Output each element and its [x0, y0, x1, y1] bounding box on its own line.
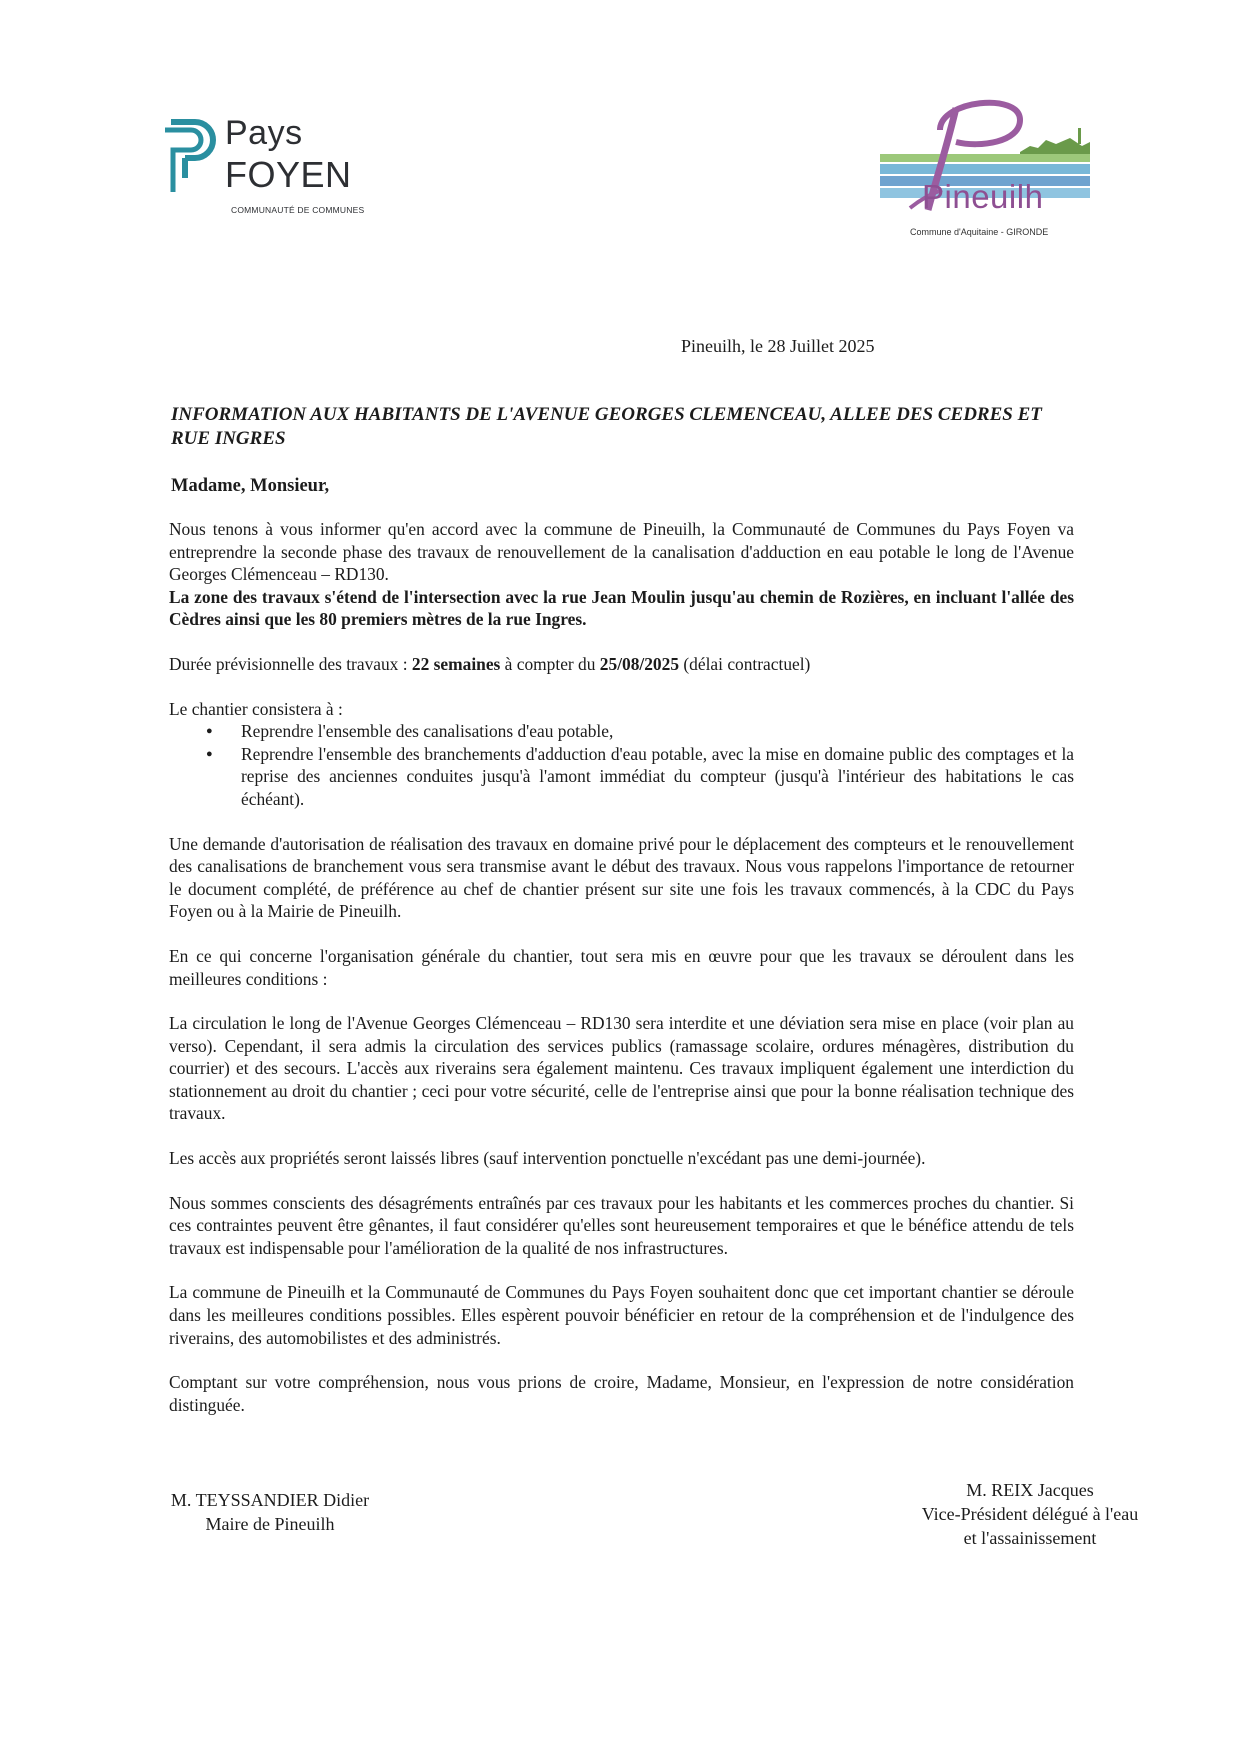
pineuilh-subtitle: Commune d'Aquitaine - GIRONDE [910, 227, 1049, 237]
pays-foyen-emblem-icon [163, 116, 225, 196]
signature-right [895, 1478, 1165, 1550]
paragraph-acces: Les accès aux propriétés seront laissés libres (sauf intervention ponctuelle n'excédant pas une demi-journée). [169, 1148, 926, 1169]
works-list [169, 720, 1074, 810]
pays-foyen-logo [163, 112, 393, 222]
duration-suffix: (délai contractuel) [679, 653, 811, 674]
letter-body [169, 518, 1074, 1438]
paragraph-duration [169, 653, 1074, 676]
list-intro: Le chantier consistera à : [169, 698, 343, 719]
duration-prefix: Durée prévisionnelle des travaux : [169, 653, 412, 674]
paragraph-closing: Comptant sur votre compréhension, nous vous prions de croire, Madame, Monsieur, en l'expression de notre considération distinguée. [169, 1372, 1074, 1415]
signature-left-name: M. TEYSSANDIER Didier [170, 1490, 370, 1510]
pays-foyen-line3: COMMUNAUTÉ DE COMMUNES [231, 205, 365, 215]
duration-mid: à compter du [500, 653, 600, 674]
paragraph-zone: La zone des travaux s'étend de l'intersection avec la rue Jean Moulin jusqu'au chemin de Rozières, en incluant l'allée des Cèdres ainsi que les 80 premiers mètres de la rue Ingres. [169, 586, 1074, 630]
paragraph-commune: La commune de Pineuilh et la Communauté de Communes du Pays Foyen souhaitent donc que cet important chantier se déroule dans les meilleures conditions possibles. Elles espèrent pouvoir bénéficier en retour de la compréhension et de l'indulgence des riverains, des automobilistes et des administrés. [169, 1282, 1074, 1348]
signature-left [155, 1488, 385, 1536]
paragraph-circulation: La circulation le long de l'Avenue Georges Clémenceau – RD130 sera interdite et une déviation sera mise en place (voir plan au verso). Cependant, il sera admis la circulation des services publics (ramassage scolaire, ordures ménagères, distribution du courrier) et des secours. L'accès aux riverains sera également maintenu. Ces travaux impliquent également une interdiction du stationnement au droit du chantier ; ceci pour votre sécurité, celle de l'entreprise ainsi que pour la bonne réalisation technique des travaux. [169, 1013, 1074, 1124]
paragraph-intro: Nous tenons à vous informer qu'en accord avec la commune de Pineuilh, la Communauté de Communes du Pays Foyen va entreprendre la seconde phase des travaux de renouvellement de la canalisation d'adduction en eau potable le long de l'Avenue Georges Clémenceau – RD130. [169, 519, 1074, 585]
signature-right-role-line1: Vice-Président délégué à l'eau [921, 1504, 1139, 1524]
paragraph-demande: Une demande d'autorisation de réalisation des travaux en domaine privé pour le déplacement des compteurs et le renouvellement des canalisations de branchement vous sera transmise avant le début des travaux. Nous vous rappelons l'importance de retourner le document complété, de préférence au chef de chantier présent sur site une fois les travaux commencés, à la CDC du Pays Foyen ou à la Mairie de Pineuilh. [169, 833, 1074, 922]
signature-left-role: Maire de Pineuilh [205, 1514, 335, 1534]
duration-weeks: 22 semaines [411, 653, 501, 674]
letter-greeting: Madame, Monsieur, [171, 476, 330, 496]
pineuilh-logo [870, 90, 1100, 245]
signature-right-name: M. REIX Jacques [966, 1480, 1094, 1500]
list-item: ● Reprendre l'ensemble des branchements d'adduction d'eau potable, avec la mise en domaine public des comptages et la reprise des anciennes conduites jusqu'à l'amont immédiat du compteur (jusqu'à l'intérieur des habitations le cas échéant). [241, 743, 1074, 811]
letter-title: INFORMATION AUX HABITANTS DE L'AVENUE GEORGES CLEMENCEAU, ALLEE DES CEDRES ET RUE INGRES [171, 404, 1042, 449]
pays-foyen-line1: Pays [225, 114, 303, 152]
duration-date: 25/08/2025 [599, 653, 680, 674]
signature-right-role-line2: et l'assainissement [963, 1528, 1097, 1548]
list-item: ● Reprendre l'ensemble des canalisations d'eau potable, [241, 720, 1074, 743]
pays-foyen-line2: FOYEN [225, 154, 352, 195]
paragraph-organisation: En ce qui concerne l'organisation générale du chantier, tout sera mis en œuvre pour que les travaux se déroulent dans les meilleures conditions : [169, 945, 1074, 989]
pineuilh-name: Pineuilh [922, 178, 1044, 215]
paragraph-conscients: Nous sommes conscients des désagréments entraînés par ces travaux pour les habitants et les commerces proches du chantier. Si ces contraintes peuvent être gênantes, il faut considérer qu'elles sont heureusement temporaires et que le bénéfice attendu de tels travaux est indispensable pour l'amélioration de la qualité de nos infrastructures. [169, 1192, 1074, 1258]
letter-date: Pineuilh, le 28 Juillet 2025 [681, 336, 875, 356]
